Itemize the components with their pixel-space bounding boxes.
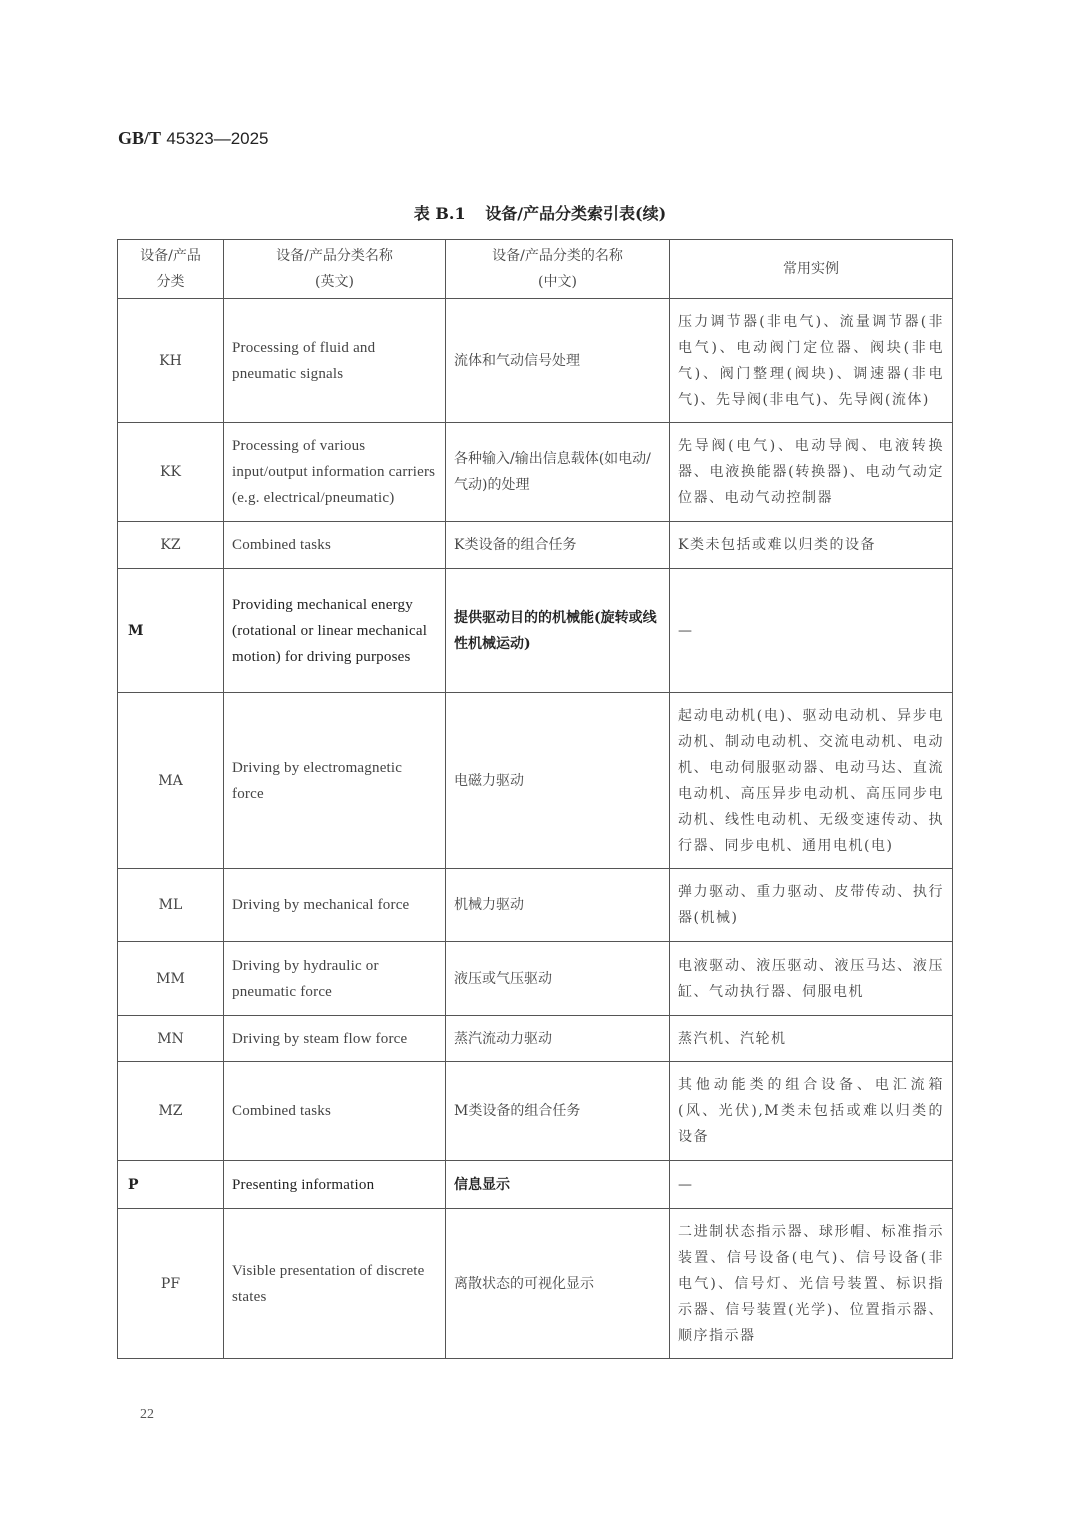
table-row xyxy=(118,1209,953,1359)
table-row xyxy=(118,569,953,693)
chinese-name-cell: 各种输入/输出信息载体(如电动/气动)的处理 xyxy=(446,423,670,522)
table-row xyxy=(118,1161,953,1209)
english-name-cell: Visible presentation of discrete states xyxy=(224,1209,446,1359)
examples-cell: 弹力驱动、重力驱动、皮带传动、执行器(机械) xyxy=(670,869,953,942)
examples-cell: 蒸汽机、汽轮机 xyxy=(670,1016,953,1062)
chinese-name-cell: 蒸汽流动力驱动 xyxy=(446,1016,670,1062)
english-name-cell: Driving by steam flow force xyxy=(224,1016,446,1062)
table-row xyxy=(118,299,953,423)
code-cell: M xyxy=(118,569,224,693)
english-name-cell: Providing mechanical energy (rotational or linear mechanical motion) for driving purposes xyxy=(224,569,446,693)
standard-number: 45323—2025 xyxy=(166,129,269,148)
chinese-name-cell: 提供驱动目的的机械能(旋转或线性机械运动) xyxy=(446,569,670,693)
code-cell: KK xyxy=(118,423,224,522)
examples-cell: — xyxy=(670,1161,953,1209)
chinese-name-cell: 流体和气动信号处理 xyxy=(446,299,670,423)
chinese-name-cell: M类设备的组合任务 xyxy=(446,1062,670,1161)
examples-cell: — xyxy=(670,569,953,693)
code-cell: ML xyxy=(118,869,224,942)
english-name-cell: Processing of fluid and pneumatic signals xyxy=(224,299,446,423)
examples-cell: 其他动能类的组合设备、电汇流箱(风、光伏),M类未包括或难以归类的设备 xyxy=(670,1062,953,1161)
classification-table xyxy=(117,239,953,1359)
column-header-code: 设备/产品 分类 xyxy=(118,240,224,299)
table-row xyxy=(118,693,953,869)
examples-cell: 先导阀(电气)、电动导阀、电液转换器、电液换能器(转换器)、电动气动定位器、电动气动控制器 xyxy=(670,423,953,522)
examples-cell: 起动电动机(电)、驱动电动机、异步电动机、制动电动机、交流电动机、电动机、电动伺服驱动器、电动马达、直流电动机、高压异步电动机、高压同步电动机、线性电动机、无级变速传动、执行器、同步电机、通用电机(电) xyxy=(670,693,953,869)
table-caption xyxy=(0,201,1080,224)
code-cell: PF xyxy=(118,1209,224,1359)
code-cell: KZ xyxy=(118,522,224,569)
chinese-name-cell: 离散状态的可视化显示 xyxy=(446,1209,670,1359)
examples-cell: 二进制状态指示器、球形帽、标准指示装置、信号设备(电气)、信号设备(非电气)、信号灯、光信号装置、标识指示器、信号装置(光学)、位置指示器、顺序指示器 xyxy=(670,1209,953,1359)
chinese-name-cell: 电磁力驱动 xyxy=(446,693,670,869)
table-title: 设备/产品分类索引表(续) xyxy=(485,204,667,223)
standard-identifier xyxy=(118,128,269,149)
english-name-cell: Combined tasks xyxy=(224,522,446,569)
code-cell: MZ xyxy=(118,1062,224,1161)
chinese-name-cell: 机械力驱动 xyxy=(446,869,670,942)
table-header-row xyxy=(118,240,953,299)
table-number: 表 B.1 xyxy=(413,204,466,223)
chinese-name-cell: 液压或气压驱动 xyxy=(446,942,670,1016)
chinese-name-cell: K类设备的组合任务 xyxy=(446,522,670,569)
table-row xyxy=(118,423,953,522)
code-cell: MA xyxy=(118,693,224,869)
english-name-cell: Presenting information xyxy=(224,1161,446,1209)
code-cell: MM xyxy=(118,942,224,1016)
english-name-cell: Driving by mechanical force xyxy=(224,869,446,942)
english-name-cell: Combined tasks xyxy=(224,1062,446,1161)
table-row xyxy=(118,869,953,942)
english-name-cell: Driving by electromagnetic force xyxy=(224,693,446,869)
column-header-english: 设备/产品分类名称 (英文) xyxy=(224,240,446,299)
examples-cell: 电液驱动、液压驱动、液压马达、液压缸、气动执行器、伺服电机 xyxy=(670,942,953,1016)
examples-cell: K类未包括或难以归类的设备 xyxy=(670,522,953,569)
table-row xyxy=(118,1062,953,1161)
english-name-cell: Processing of various input/output information carriers (e.g. electrical/pneumatic) xyxy=(224,423,446,522)
table-row xyxy=(118,942,953,1016)
chinese-name-cell: 信息显示 xyxy=(446,1161,670,1209)
column-header-chinese: 设备/产品分类的名称 (中文) xyxy=(446,240,670,299)
page-number: 22 xyxy=(140,1407,154,1422)
code-cell: MN xyxy=(118,1016,224,1062)
code-cell: P xyxy=(118,1161,224,1209)
code-cell: KH xyxy=(118,299,224,423)
table-row xyxy=(118,1016,953,1062)
english-name-cell: Driving by hydraulic or pneumatic force xyxy=(224,942,446,1016)
examples-cell: 压力调节器(非电气)、流量调节器(非电气)、电动阀门定位器、阀块(非电气)、阀门整理(阀块)、调速器(非电气)、先导阀(非电气)、先导阀(流体) xyxy=(670,299,953,423)
table-row xyxy=(118,522,953,569)
column-header-examples: 常用实例 xyxy=(670,240,953,299)
standard-prefix: GB/T xyxy=(118,128,162,148)
